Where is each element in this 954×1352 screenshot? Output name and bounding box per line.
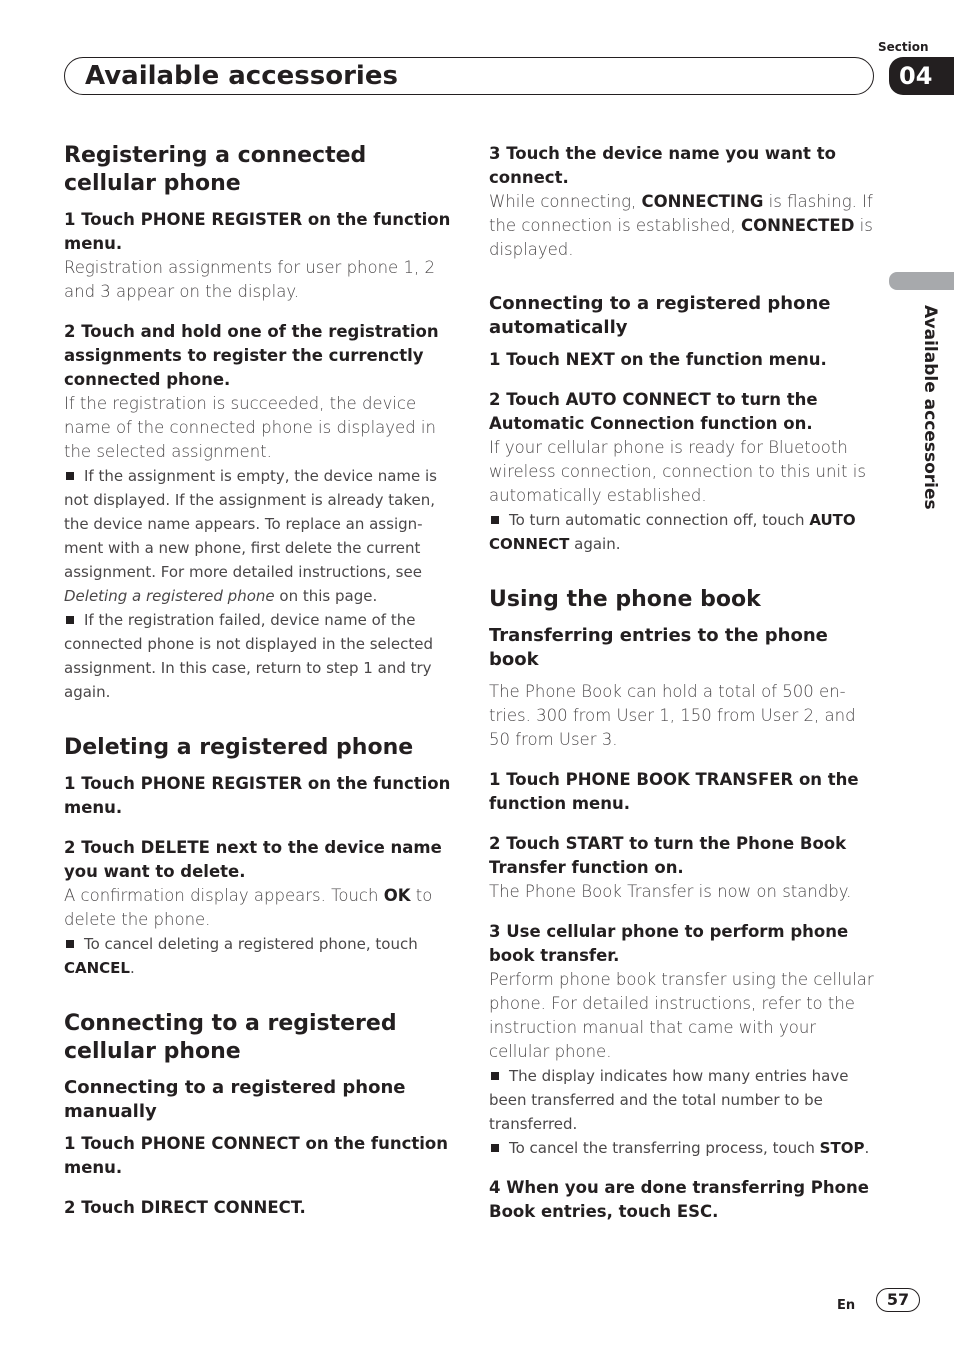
reg-step-2: 2 Touch and hold one of the registration assignments to register the currenctly connected phone.	[64, 322, 439, 389]
reg-step-2-body: If the registration is succeeded, the device name of the connected phone is displayed in the selected assignment.	[64, 394, 436, 461]
reg-note-2: If the registration failed, device name of the connected phone is not displayed in the selected assignment. In this case, return to step 1 and try again.	[64, 611, 434, 701]
auto-step-2-body: If your cellular phone is ready for Bluetooth wireless connection, connection to this unit is automatically established.	[489, 438, 866, 505]
subheading-transferring: Transferring entries to the phone book	[489, 625, 828, 670]
side-tab-marker	[889, 272, 954, 290]
heading-registering: Registering a connected cellular phone	[64, 143, 367, 196]
conn-step-3: 3 Touch the device name you want to connect.	[489, 144, 836, 187]
heading-phone-book: Using the phone book	[489, 587, 761, 612]
reg-step-1-body: Registration assignments for user phone 1, 2 and 3 appear on the display.	[64, 258, 435, 301]
del-note: To cancel deleting a registered phone, touch CANCEL.	[64, 935, 418, 977]
reg-note-1: If the assignment is empty, the device name is not displayed. If the assignment is already taken, the device name appears. To replace an assignment with a new phone, first delete the current assignment. For more detailed instructions, see Deleting a registered phone on this page.	[64, 467, 437, 605]
conn-step-3-body: While connecting, CONNECTING is flashing. If the connection is established, CONNECTED is displayed.	[489, 192, 873, 259]
header-banner	[64, 57, 874, 95]
cross-reference-link: Deleting a registered phone	[64, 587, 275, 605]
del-step-1: 1 Touch PHONE REGISTER on the function menu.	[64, 774, 451, 817]
conn-step-2: 2 Touch DIRECT CONNECT.	[64, 1198, 306, 1217]
bullet-icon	[66, 940, 74, 948]
left-column	[64, 142, 454, 1220]
auto-step-1: 1 Touch NEXT on the function menu.	[489, 350, 827, 369]
side-tab-label: Available accessories	[920, 305, 940, 510]
pb-note-2: To cancel the transferring process, touch STOP.	[489, 1136, 879, 1160]
bullet-icon	[66, 472, 74, 480]
heading-connecting: Connecting to a registered cellular phone	[64, 1011, 397, 1064]
section-label: Section	[878, 40, 929, 54]
pb-step-3-body: Perform phone book transfer using the cellular phone. For detailed instructions, refer to the instruction manual that came with your cellular phone.	[489, 970, 874, 1061]
subheading-automatic: Connecting to a registered phone automatically	[489, 293, 831, 338]
pb-note-1: The display indicates how many entries have been transferred and the total number to be transferred.	[489, 1067, 849, 1133]
pb-step-2: 2 Touch START to turn the Phone Book Transfer function on.	[489, 834, 847, 877]
del-step-2-body: A confirmation display appears. Touch OK to delete the phone.	[64, 886, 433, 929]
auto-note: To turn automatic connection off, touch AUTO CONNECT again.	[489, 511, 856, 553]
heading-deleting: Deleting a registered phone	[64, 735, 414, 760]
reg-step-1: 1 Touch PHONE REGISTER on the function menu.	[64, 210, 451, 253]
del-step-2: 2 Touch DELETE next to the device name you want to delete.	[64, 838, 442, 881]
pb-step-2-body: The Phone Book Transfer is now on standby.	[489, 882, 852, 901]
page-number: 57	[876, 1288, 920, 1312]
bullet-icon	[491, 1072, 499, 1080]
subheading-manual: Connecting to a registered phone manually	[64, 1077, 406, 1122]
bullet-icon	[66, 616, 74, 624]
section-number-badge: 04	[889, 57, 954, 95]
pb-step-1: 1 Touch PHONE BOOK TRANSFER on the function menu.	[489, 770, 859, 813]
bullet-icon	[491, 516, 499, 524]
pb-step-4: 4 When you are done transferring Phone Book entries, touch ESC.	[489, 1178, 869, 1221]
bullet-icon	[491, 1144, 499, 1152]
conn-step-1: 1 Touch PHONE CONNECT on the function menu.	[64, 1134, 449, 1177]
pb-step-3: 3 Use cellular phone to perform phone book transfer.	[489, 922, 849, 965]
page-title: Available accessories	[85, 61, 398, 91]
auto-step-2: 2 Touch AUTO CONNECT to turn the Automatic Connection function on.	[489, 390, 818, 433]
right-column	[489, 142, 879, 1224]
pb-body: The Phone Book can hold a total of 500 entries. 300 from User 1, 150 from User 2, and 50 from User 3.	[489, 682, 856, 749]
language-code: En	[837, 1298, 856, 1313]
